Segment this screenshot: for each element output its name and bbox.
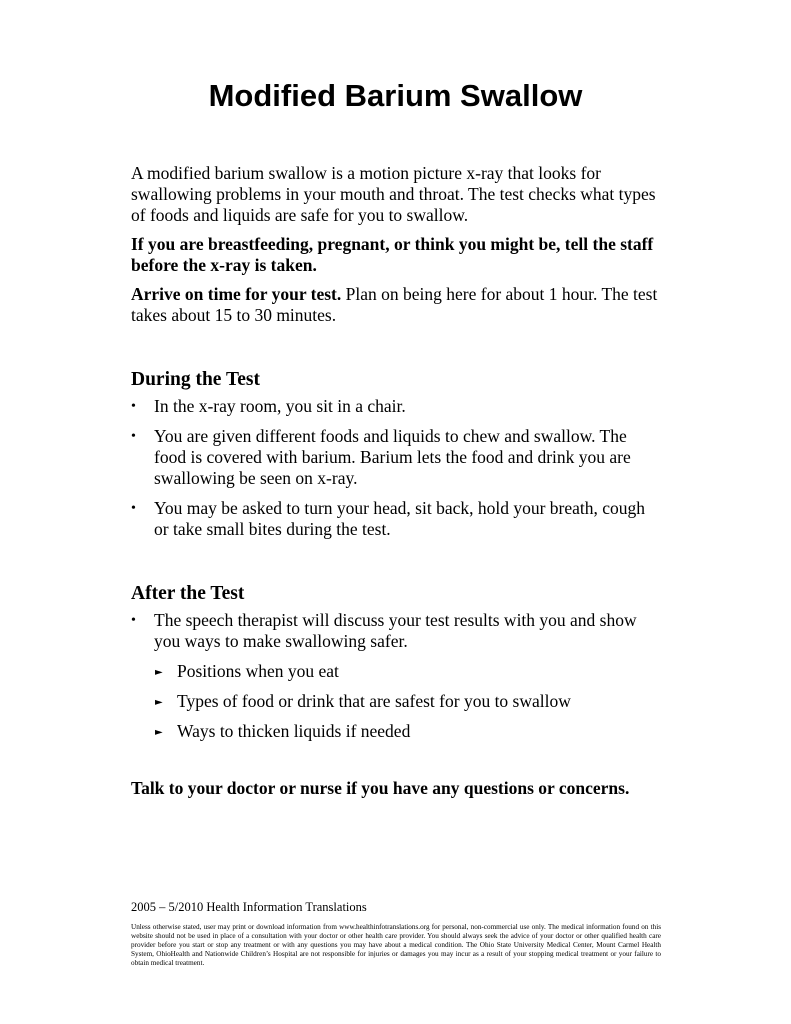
arrow-right-icon: ►: [155, 667, 163, 678]
page-title: Modified Barium Swallow: [208, 78, 583, 113]
list-item: [131, 610, 661, 742]
after-test-list: [131, 610, 661, 742]
sublist-item-text: Positions when you eat: [177, 661, 339, 681]
list-item: [131, 498, 661, 540]
pregnancy-warning: If you are breastfeeding, pregnant, or think you might be, tell the staff before the x-ray is taken.: [131, 234, 654, 275]
sublist-item-text: Types of food or drink that are safest for you to swallow: [177, 691, 571, 711]
intro-paragraph: A modified barium swallow is a motion picture x-ray that looks for swallowing problems in your mouth and throat. The test checks what types of foods and liquids are safe for you to swallow.: [131, 163, 656, 225]
arrive-text: Plan on being here for about 1 hour. The test takes about 15 to 30 minutes.: [131, 284, 658, 325]
bullet-icon: •: [131, 429, 136, 444]
arrow-right-icon: ►: [155, 697, 163, 708]
list-item-text: In the x-ray room, you sit in a chair.: [154, 396, 406, 416]
sublist-item: [154, 721, 661, 742]
bullet-icon: •: [131, 613, 136, 628]
bullet-icon: •: [131, 399, 136, 414]
arrive-paragraph: [131, 284, 661, 326]
sublist-item: [154, 691, 661, 712]
footer-credit: 2005 – 5/2010 Health Information Translations: [131, 900, 367, 914]
main-content: [131, 163, 661, 799]
after-test-sublist: [154, 661, 661, 742]
closing-statement: Talk to your doctor or nurse if you have any questions or concerns.: [131, 778, 630, 798]
sublist-item: [154, 661, 661, 682]
sublist-item-text: Ways to thicken liquids if needed: [177, 721, 411, 741]
during-test-heading: During the Test: [131, 369, 260, 390]
list-item-text: You are given different foods and liquids to chew and swallow. The food is covered with barium. Barium lets the food and drink you are swallowing be seen on x-ray.: [154, 426, 631, 488]
list-item: [131, 426, 661, 489]
bullet-icon: •: [131, 501, 136, 516]
list-item-text: You may be asked to turn your head, sit back, hold your breath, cough or take small bites during the test.: [154, 498, 646, 539]
arrow-right-icon: ►: [155, 727, 163, 738]
after-test-heading: After the Test: [131, 583, 245, 604]
list-item: [131, 396, 661, 417]
during-test-list: [131, 396, 661, 540]
list-item-text: The speech therapist will discuss your test results with you and show you ways to make swallowing safer.: [154, 610, 637, 651]
footer: [131, 900, 661, 968]
arrive-label: Arrive on time for your test.: [131, 284, 342, 304]
footer-disclaimer: Unless otherwise stated, user may print or download information from www.healthinfotranslations.org for personal, non-commercial use only. The medical information found on this website should not be used in place of a consultation with your doctor or other health care provider. You should always seek the advice of your doctor or other qualified health care provider before you start or stop any treatment or with any questions you may have about a medical condition. The Ohio State University Medical Center, Mount Carmel Health System, OhioHealth and Nationwide Children’s Hospital are not responsible for injuries or damages you may incur as a result of your stopping medical treatment or your failure to obtain medical treatment.: [131, 923, 661, 967]
